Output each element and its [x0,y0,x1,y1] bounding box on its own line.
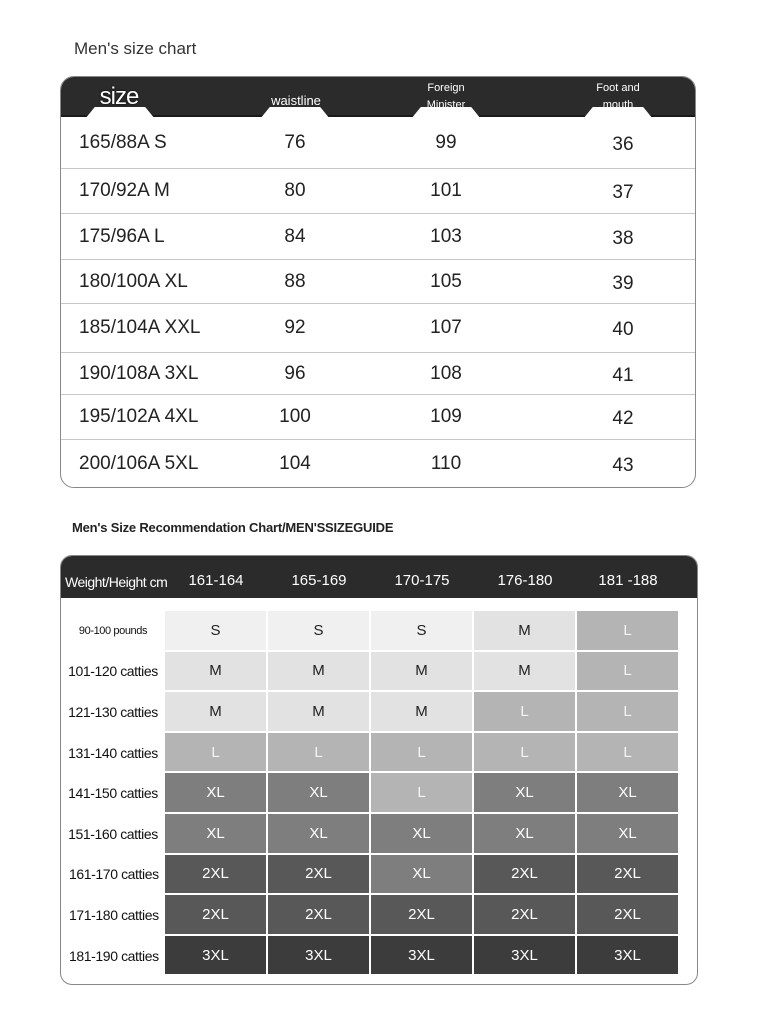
size-recommendation-cell: L [268,733,369,772]
size-chart-row [61,304,695,353]
height-header: 170-175 [394,571,450,589]
waistline-cell: 92 [284,317,306,338]
size-cell: 190/108A 3XL [79,362,199,384]
size-recommendation-cell: L [577,692,678,731]
size-chart-title: Men's size chart [74,39,197,58]
header-foreign-line2: Minister [426,99,466,111]
size-recommendation-cell: 2XL [165,855,266,894]
size-recommendation-cell: 2XL [474,855,575,894]
waistline-cell: 84 [284,225,306,247]
size-cell: 200/106A 5XL [79,453,199,474]
size-recommendation-cell: 3XL [474,936,575,975]
recommendation-table [60,555,698,985]
foot-cell: 38 [612,227,634,249]
foreign-cell: 110 [430,453,462,474]
foreign-cell: 108 [430,362,462,384]
size-chart-row [61,440,695,488]
waistline-cell: 88 [284,270,306,292]
weight-label: 181-190 catties [69,947,159,964]
foot-cell: 42 [612,408,634,429]
size-recommendation-cell: L [371,733,472,772]
size-recommendation-cell: M [165,692,266,731]
size-recommendation-cell: L [577,611,678,650]
height-header: 165-169 [291,571,347,589]
size-recommendation-cell: XL [474,814,575,853]
weight-label: 90-100 pounds [78,624,148,637]
size-cell: 180/100A XL [79,270,188,292]
size-recommendation-cell: XL [371,855,472,894]
foreign-cell: 103 [430,225,462,247]
size-recommendation-cell: M [268,652,369,691]
header-foreign-line1: Foreign [427,82,465,94]
waistline-cell: 96 [284,362,306,384]
size-recommendation-cell: 2XL [577,895,678,934]
header-waistline: waistline [271,92,321,108]
weight-label: 151-160 catties [68,825,158,842]
header-foot [583,77,653,117]
waistline-cell: 104 [279,453,311,474]
size-cell: 195/102A 4XL [79,406,199,427]
size-recommendation-cell: XL [268,773,369,812]
size-recommendation-cell: XL [165,814,266,853]
size-cell: 165/88A S [79,132,167,153]
header-foreign [411,77,481,117]
size-recommendation-cell: M [371,692,472,731]
size-chart-table [60,76,696,488]
height-header: 176-180 [497,571,553,589]
size-recommendation-cell: XL [165,773,266,812]
header-size: size [99,83,139,110]
header-weight-height: Weight/Height cm [65,574,168,590]
foreign-cell: 109 [430,406,462,427]
size-recommendation-cell: 2XL [165,895,266,934]
foot-cell: 43 [612,455,634,476]
weight-label: 161-170 catties [69,866,159,883]
size-recommendation-cell: XL [577,814,678,853]
recommendation-title: Men's Size Recommendation Chart/MEN'SSIZEGUIDE [72,520,394,535]
size-recommendation-cell: 2XL [268,895,369,934]
size-recommendation-cell: 3XL [165,936,266,975]
foot-cell: 37 [612,182,634,203]
foot-cell: 36 [612,134,634,155]
size-recommendation-cell: L [577,652,678,691]
size-chart-row [61,214,695,260]
size-recommendation-cell: XL [474,773,575,812]
size-chart-row [61,118,695,169]
size-chart-header [61,77,695,117]
size-recommendation-cell: M [371,652,472,691]
size-recommendation-cell: 2XL [371,895,472,934]
foot-cell: 40 [612,319,634,340]
waistline-cell: 80 [284,180,306,201]
size-chart-row [61,169,695,214]
size-recommendation-cell: M [474,652,575,691]
size-recommendation-cell: S [371,611,472,650]
size-recommendation-cell: XL [268,814,369,853]
height-header: 161-164 [188,571,244,589]
header-foot-line1: Foot and [596,82,640,94]
size-recommendation-cell: 2XL [268,855,369,894]
size-recommendation-cell: 3XL [371,936,472,975]
weight-label: 141-150 catties [68,785,158,802]
foreign-cell: 105 [430,270,462,292]
size-recommendation-cell: L [371,773,472,812]
size-recommendation-cell: 2XL [577,855,678,894]
size-recommendation-cell: S [268,611,369,650]
size-recommendation-cell: XL [577,773,678,812]
weight-label: 101-120 catties [68,663,158,680]
weight-label: 121-130 catties [68,703,158,720]
waistline-cell: 76 [284,132,306,153]
size-cell: 185/104A XXL [79,317,201,338]
waistline-cell: 100 [279,406,311,427]
size-recommendation-cell: XL [371,814,472,853]
size-recommendation-cell: M [268,692,369,731]
size-recommendation-cell: L [474,733,575,772]
size-recommendation-cell: M [165,652,266,691]
foreign-cell: 101 [430,180,462,201]
foot-cell: 39 [612,272,634,294]
size-recommendation-cell: L [165,733,266,772]
size-chart-row [61,395,695,440]
size-recommendation-cell: S [165,611,266,650]
size-cell: 170/92A M [79,180,170,201]
size-recommendation-cell: 3XL [268,936,369,975]
size-recommendation-cell: L [474,692,575,731]
recommendation-header [61,556,697,598]
size-recommendation-cell: 3XL [577,936,678,975]
size-chart-row [61,260,695,304]
foreign-cell: 107 [430,317,462,338]
size-recommendation-cell: M [474,611,575,650]
size-recommendation-cell: L [577,733,678,772]
weight-label: 131-140 catties [68,744,158,761]
size-chart-row [61,353,695,395]
size-cell: 175/96A L [79,225,165,247]
foot-cell: 41 [612,364,634,386]
header-foot-line2: mouth [602,99,634,111]
size-recommendation-cell: 2XL [474,895,575,934]
height-header: 181 -188 [598,571,658,589]
weight-label: 171-180 catties [69,906,159,923]
foreign-cell: 99 [435,132,457,153]
